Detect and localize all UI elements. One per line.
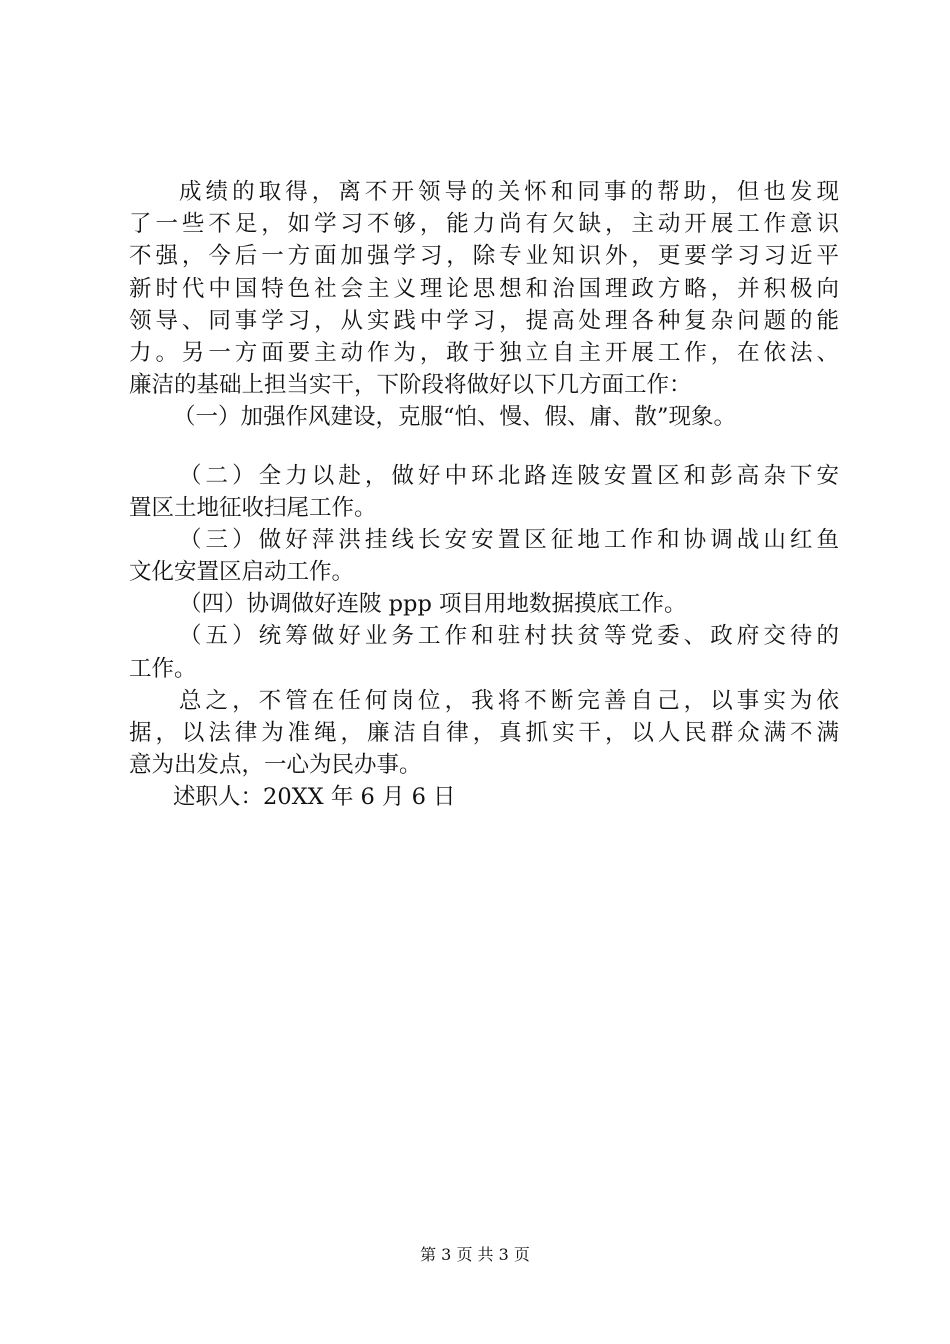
work-item-2 [129,460,839,524]
text-line: 成绩的取得，离不开领导的关怀和同事的帮助，但也发现 [179,179,839,205]
work-item-4 [129,588,839,620]
text-line: 工作。 [129,655,197,682]
text-line: 总之，不管在任何岗位，我将不断完善自己，以事实为依 [179,687,839,714]
text-line: （一）加强作风建设，克服“怕、慢、假、庸、散”现象。 [173,404,737,431]
text-line: 新时代中国特色社会主义理论思想和治国理政方略，并积极向 [129,275,839,302]
text-line: 领导、同事学习，从实践中学习，提高处理各种复杂问题的能 [129,307,839,334]
spacer [129,434,839,460]
signature-line [129,781,839,813]
paragraph-conclusion [129,685,839,782]
text-line: （五）统筹做好业务工作和驻村扶贫等党委、政府交待的 [179,623,839,650]
text-line: 置区土地征收扫尾工作。 [129,494,377,521]
text-line: （四）协调做好连陂 ppp 项目用地数据摸底工作。 [179,591,687,618]
text-line: 廉洁的基础上担当实干，下阶段将做好以下几方面工作： [129,372,692,399]
work-item-5 [129,620,839,684]
text-line: （三）做好萍洪挂线长安安置区征地工作和协调战山红鱼 [179,526,839,553]
text-line: 力。另一方面要主动作为，敢于独立自主开展工作，在依法、 [129,339,839,366]
work-item-1 [129,401,839,433]
page-number: 第 3 页 共 3 页 [420,1245,530,1264]
paragraph-summary [129,176,839,401]
text-line: 据，以法律为准绳，廉洁自律，真抓实干，以人民群众满不满 [129,720,839,746]
text-line: 意为出发点，一心为民办事。 [129,752,422,779]
signature-text: 述职人：20XX 年 6 月 6 日 [173,784,456,811]
text-line: 文化安置区启动工作。 [129,559,355,586]
text-line: 了一些不足，如学习不够，能力尚有欠缺，主动开展工作意识 [129,211,839,238]
work-item-3 [129,524,839,588]
page-footer [0,1245,950,1265]
text-line: 不强，今后一方面加强学习，除专业知识外，更要学习习近平 [129,243,839,270]
text-line: （二）全力以赴，做好中环北路连陂安置区和彭高杂下安 [179,462,839,489]
document-body [129,176,839,814]
